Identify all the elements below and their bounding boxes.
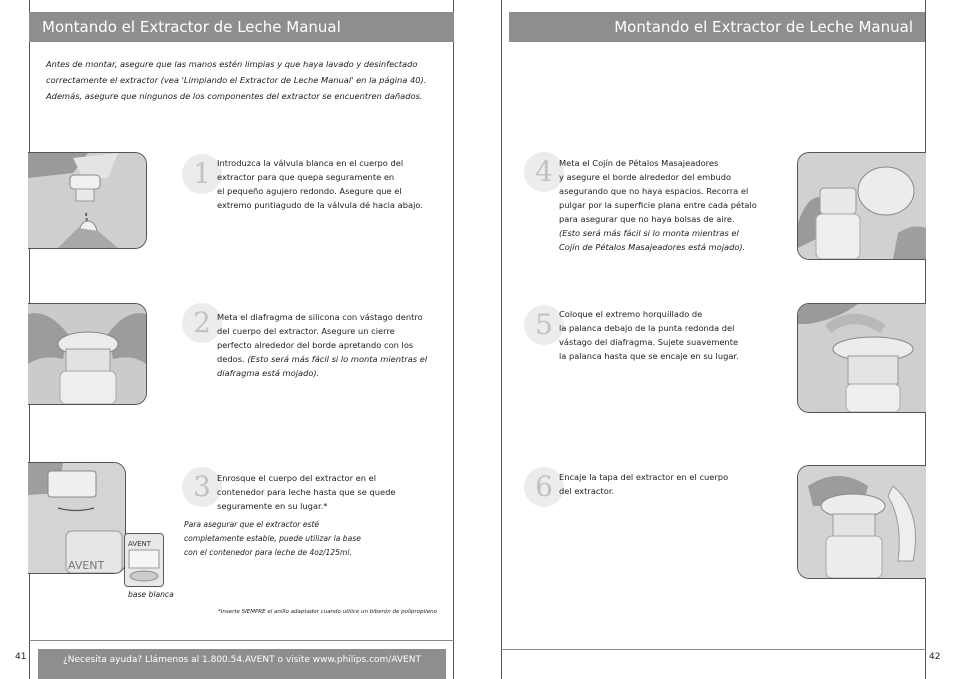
left-page-header: Montando el Extractor de Leche Manual [29,12,454,42]
step-5-text: Coloque el extremo horquillado de la palanca debajo de la punta redonda del vástago del diafragma. Sujete suavemente la palanca hasta que se encaje en su lugar. [559,309,739,361]
base-inset-illustration [125,534,163,586]
right-page-number: 42 [929,652,941,662]
step-6-photo [797,465,926,579]
right-gutter-line [501,0,502,679]
step-3-illustration [28,463,125,573]
intro-text: Antes de montar, asegure que las manos estén limpias y que haya lavado y desinfectado correctamente el extractor (vea 'Limpiando el Extractor de Leche Manual' en la página 40). Además, asegure que ningunos de los componentes del extractor se encuentren dañados. [46,59,427,101]
help-footer: ¿Necesita ayuda? Llámenos al 1.800.54.AVENT o visite www.philips.com/AVENT [38,649,446,679]
left-footer-divider [29,640,454,641]
avent-logo-small: AVENT [128,540,152,548]
base-inset-photo [124,533,164,587]
footnote: *Inserte SIEMPRE el anillo adaptador cuando utilice un biberón de polipropileno [218,609,437,615]
step-5-illustration [798,304,926,412]
step-4-photo [797,152,926,260]
step-6-number: 6 [524,467,564,507]
step-3-text: Enrosque el cuerpo del extractor en el contenedor para leche hasta que se quede seguramente en su lugar.* [217,473,396,511]
step-6-text: Encaje la tapa del extractor en el cuerpo del extractor. [559,472,729,496]
step-1-photo [28,152,147,249]
step-2-mixed-line: dedos. (Esto será más fácil si lo monta mientras el [217,354,428,364]
step-5-photo [797,303,926,413]
step-1-number: 1 [182,154,222,194]
base-caption: base blanca [128,590,174,599]
step-2-number: 2 [182,303,222,343]
left-gutter-line [453,0,454,679]
step-3-photo [28,462,126,574]
step-5-number: 5 [524,305,564,345]
step-2-photo [28,303,147,405]
avent-logo-large: AVENT [68,559,105,572]
right-page-header: Montando el Extractor de Leche Manual [509,12,925,42]
step-3-number: 3 [182,467,222,507]
step-6-illustration [798,466,926,578]
step-1-illustration [28,153,146,248]
step-4-number: 4 [524,152,564,192]
right-page [477,0,954,679]
step-2-text: Meta el diafragma de silicona con vástago dentro del cuerpo del extractor. Asegure un cierre perfecto alrededor del borde apretando con los dedos. (Esto será más fácil si lo monta mientras el diafragma está mojado). [217,310,437,380]
left-page-number: 41 [15,652,27,662]
step-2-illustration [28,304,146,404]
step-4-illustration [798,153,926,259]
step-4-text: Meta el Cojín de Pétalos Masajeadores y asegure el borde alrededor del embudo asegurando que no haya espacios. Recorra el pulgar por la superficie plana entre cada pétalo para asegurar que no haya bolsas de aire. (Esto será más fácil si lo monta mientras el Cojín de Pétalos Masajeadores está mojado). [559,158,757,252]
right-footer-divider [501,649,926,650]
step-1-text: Introduzca la válvula blanca en el cuerpo del extractor para que quepa seguramente en el pequeño agujero redondo. Asegure que el extremo puntiagudo de la válvula dé hacia abajo. [217,158,423,210]
step-3-note: Para asegurar que el extractor esté completamente estable, puede utilizar la base con el contenedor para leche de 4oz/125ml. [184,520,361,557]
